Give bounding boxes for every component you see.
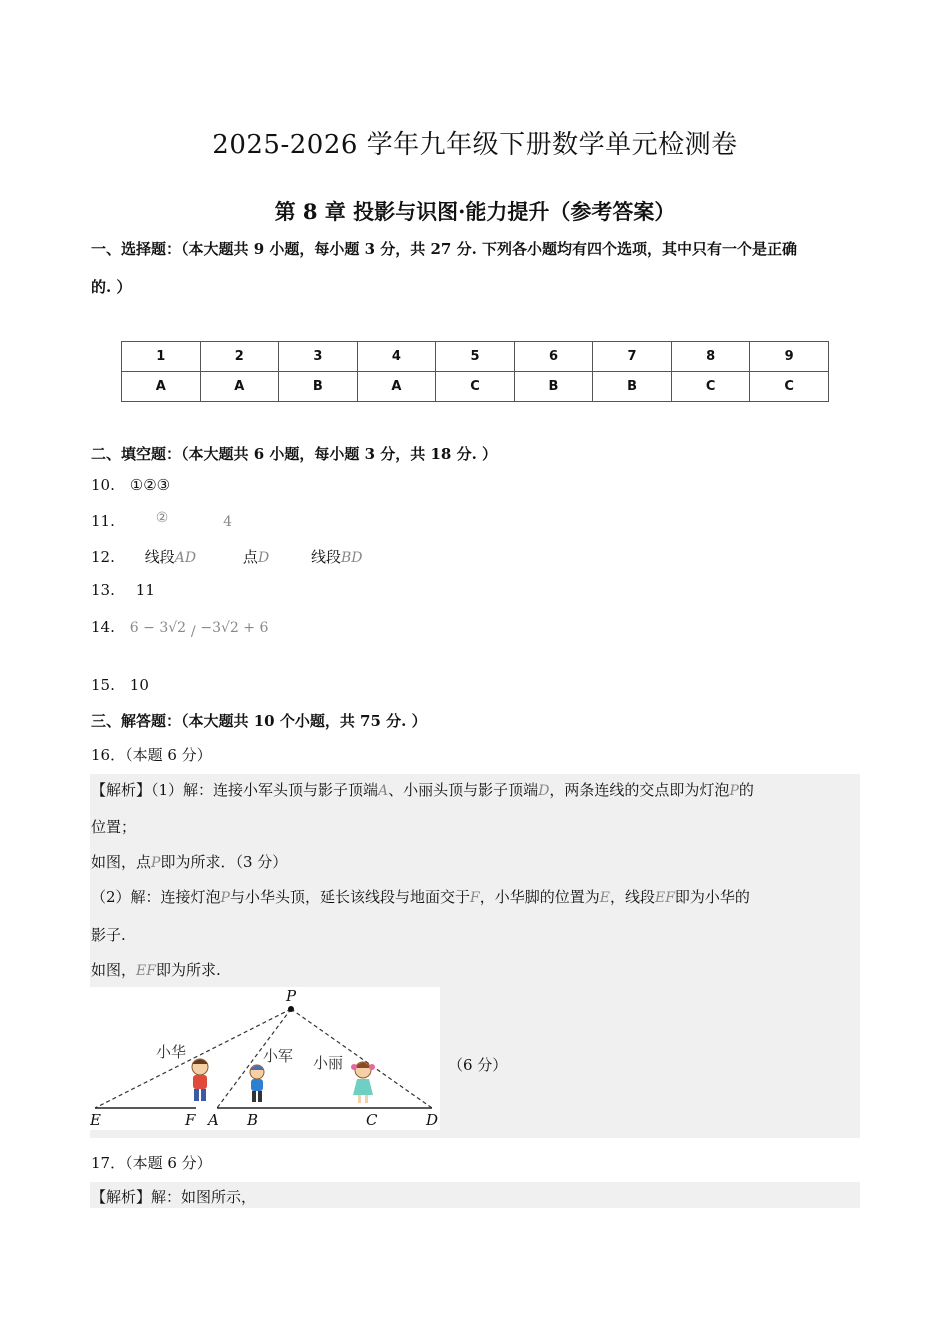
answer-value: 4 [223,514,233,530]
question-number: 12. [91,548,115,566]
xiaohua-figure [192,1059,208,1101]
answer-separator: / [190,624,196,640]
section1-heading-cont: 的. ） [91,278,132,296]
answer-value [311,548,363,566]
question-16-header: 16．（本题 6 分） [91,746,212,764]
answer-12 [91,546,363,567]
question-number: 15. [91,676,115,694]
question-number: 11. [91,512,115,530]
answer-table-numbers-row [122,342,829,372]
math-var: F [469,890,480,906]
label-c: C [366,1111,378,1129]
label-e: E [90,1111,101,1129]
label-p: P [286,987,297,1005]
section1-heading: 一、选择题：（本大题共 9 小题，每小题 3 分，共 27 分. 下列各小题均有四个选项，其中只有一个是正确 [91,240,798,258]
question-number-cell: 5 [436,342,515,372]
answer-cell: C [671,372,750,402]
question-number-cell: 4 [357,342,436,372]
question-number-cell: 8 [671,342,750,372]
xiaojun-figure [250,1065,264,1102]
answer-14 [91,618,269,640]
answer-value: ①②③ [129,476,171,494]
answer-value [145,548,196,566]
question-number-cell: 2 [200,342,279,372]
answer-value: 6 − 3√2 [129,620,187,636]
answer-cell: C [436,372,515,402]
solution-text: 即为小华的 [674,888,750,906]
math-var: BD [340,550,363,566]
label-xiaojun: 小军 [263,1047,294,1065]
solution-text: 的 [738,781,754,799]
section2-heading: 二、填空题：（本大题共 6 小题，每小题 3 分，共 18 分. ） [91,445,498,463]
question-number-cell: 9 [750,342,829,372]
answer-10 [91,476,170,494]
answer-cell: A [122,372,201,402]
solution-text: ，小华脚的位置为 [479,888,600,906]
answer-cell: A [357,372,436,402]
math-var: P [220,890,230,906]
answer-value: 10 [129,676,149,694]
answer-13 [91,581,155,599]
math-var: P [729,783,739,799]
solution-text: 如图，点 [91,853,152,871]
solution-16-line4 [91,886,750,907]
answer-text: 线段 [310,548,341,566]
answer-cell: B [514,372,593,402]
answer-cell: C [750,372,829,402]
question-number-cell: 3 [279,342,358,372]
answer-value: 11 [135,581,155,599]
math-var: EF [136,963,156,979]
label-a: A [208,1111,219,1129]
math-var: A [378,783,389,799]
solution-16-line1 [91,779,754,800]
solution-text: ，两条连线的交点即为灯泡 [549,781,730,799]
math-var: D [257,550,270,566]
shadow-diagram [90,987,440,1130]
solution-16-line5: 影子. [91,926,126,944]
answer-cell: A [200,372,279,402]
question-number-cell: 7 [593,342,672,372]
question-number: 13. [91,581,115,599]
answer-value: −3√2 + 6 [200,620,269,636]
question-number: 10. [91,476,115,494]
solution-16-score: （6 分） [448,1056,508,1074]
answer-value [243,548,269,566]
math-var: D [538,783,550,799]
answer-cell: B [593,372,672,402]
answer-cell: B [279,372,358,402]
question-number-cell: 6 [514,342,593,372]
solution-text: 如图， [91,961,137,979]
question-number: 14. [91,618,115,636]
math-var: AD [174,550,197,566]
answer-15 [91,676,149,694]
solution-text: 即为所求. [155,961,221,979]
answer-text: 线段 [144,548,175,566]
answer-table-answers-row [122,372,829,402]
solution-text: ，线段 [609,888,655,906]
solution-text: 、小丽头顶与影子顶端 [388,781,539,799]
math-var: P [151,855,161,871]
math-var: E [599,890,610,906]
question-number-cell: 1 [122,342,201,372]
math-var: EF [654,890,675,906]
label-b: B [247,1111,259,1129]
label-f: F [185,1111,196,1129]
answer-text: 点 [242,548,258,566]
solution-text: 与小华头顶，延长该线段与地面交于 [229,888,470,906]
solution-text: （2）解：连接灯泡 [91,888,221,906]
answer-11 [91,510,233,530]
solution-text: 【解析】（1）解：连接小军头顶与影子顶端 [91,781,379,799]
solution-16-line3 [91,851,287,872]
page-title: 2025-2026 学年九年级下册数学单元检测卷 [212,130,738,160]
solution-17-line1: 【解析】解：如图所示， [91,1188,257,1206]
solution-16-line6 [91,959,221,980]
section3-heading: 三、解答题：（本大题共 10 个小题，共 75 分. ） [91,712,427,730]
answer-value: ② [155,510,169,526]
label-xiaohua: 小华 [156,1043,187,1061]
label-d: D [426,1111,439,1129]
shadow-figure [90,987,440,1130]
solution-16-line2: 位置； [91,818,137,836]
answer-table [121,341,829,402]
xiaoli-figure [351,1062,375,1103]
question-17-header: 17．（本题 6 分） [91,1154,212,1172]
page-subtitle: 第 8 章 投影与识图·能力提升（参考答案） [274,199,676,224]
solution-text: 即为所求．（3 分） [160,853,288,871]
label-xiaoli: 小丽 [313,1054,344,1072]
light-point [288,1006,294,1012]
